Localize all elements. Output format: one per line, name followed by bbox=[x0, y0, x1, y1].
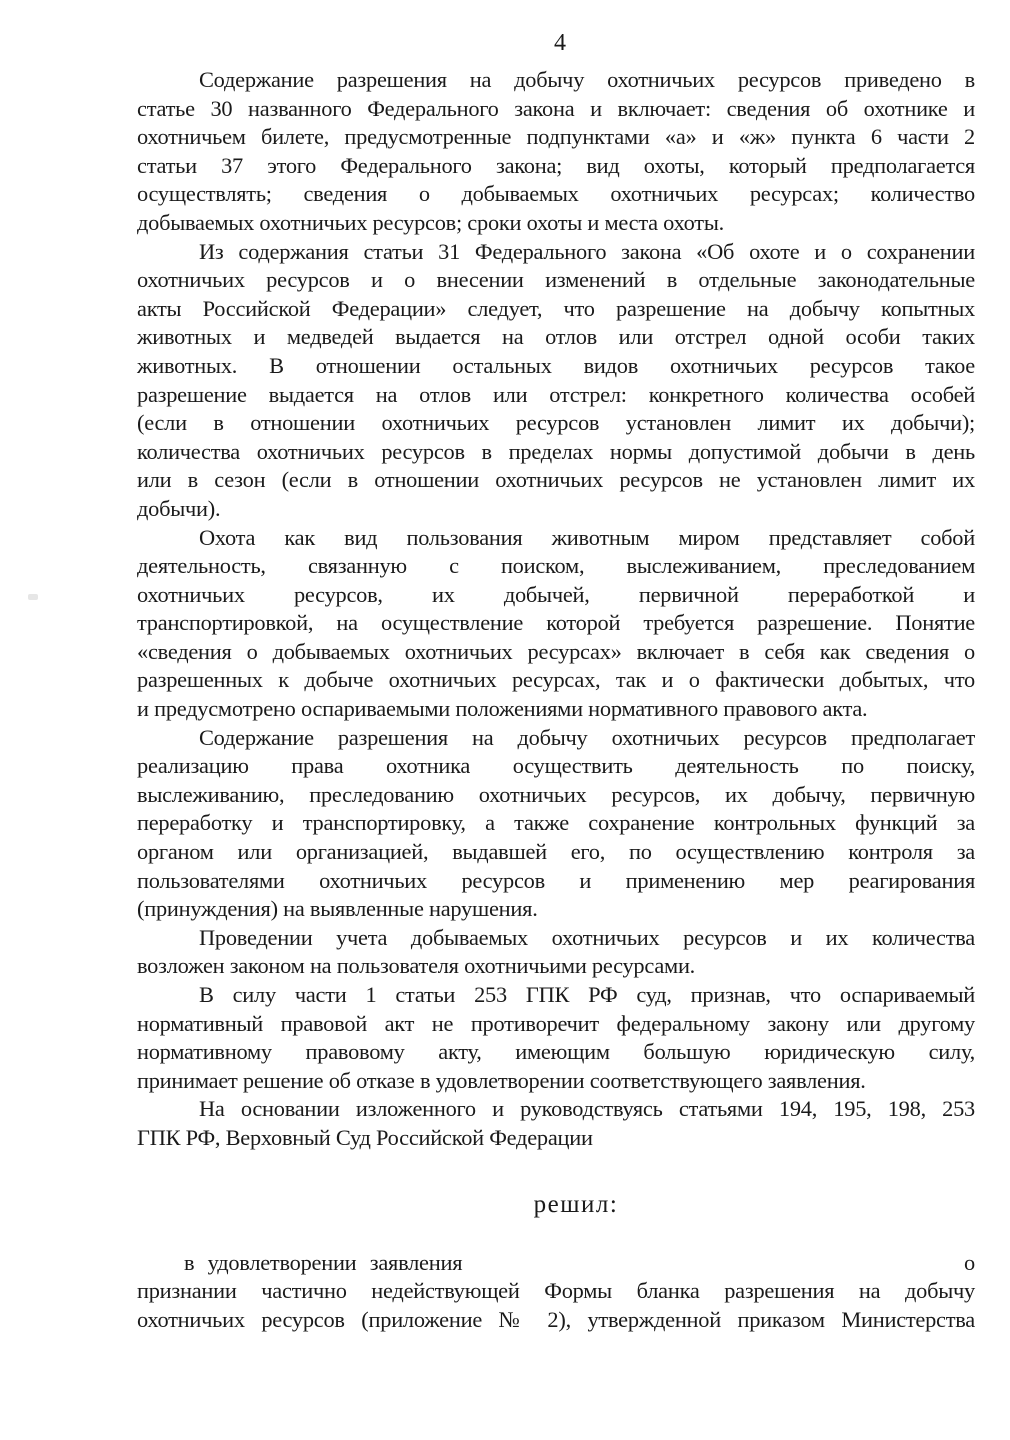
text-line: количества охотничьих ресурсов в пределах нормы допустимой добычи в день bbox=[137, 438, 975, 464]
text-line: реализацию права охотника осуществить деятельность по поиску, bbox=[137, 753, 975, 779]
text-line: добываемых охотничьих ресурсов; сроки охоты и места охоты. bbox=[137, 209, 724, 235]
paragraph bbox=[137, 724, 975, 924]
text-line: и предусмотрено оспариваемыми положениями нормативного правового акта. bbox=[137, 696, 868, 722]
text-line: осуществлять; сведения о добываемых охотничьих ресурсах; количество bbox=[137, 181, 975, 207]
text-line: охотничьих ресурсов, их добычей, первичной переработкой и bbox=[137, 581, 975, 607]
text-line: Содержание разрешения на добычу охотничьих ресурсов приведено в bbox=[199, 67, 975, 92]
text-line: (если в отношении охотничьих ресурсов установлен лимит их добычи); bbox=[137, 410, 975, 436]
text-line: разрешение выдается на отлов или отстрел: конкретного количества особей bbox=[137, 381, 975, 407]
text-line: переработку и транспортировку, а также сохранение контрольных функций за bbox=[137, 810, 975, 836]
text-line: Проведении учета добываемых охотничьих ресурсов и их количества bbox=[199, 924, 975, 950]
text-line: (принуждения) на выявленные нарушения. bbox=[137, 896, 538, 922]
text-line: В силу части 1 статьи 253 ГПК РФ суд, признав, что оспариваемый bbox=[199, 982, 975, 1007]
text-line: органом или организацией, выдавшей его, по осуществлению контроля за bbox=[137, 839, 975, 865]
text-line: «сведения о добываемых охотничьих ресурсах» включает в себя как сведения о bbox=[137, 638, 975, 664]
text-line: нормативному правовому акту, имеющим большую юридическую силу, bbox=[137, 1039, 975, 1065]
text-line: охотничьем билете, предусмотренные подпунктами «а» и «ж» пункта 6 части 2 bbox=[137, 124, 975, 150]
text-line: или в сезон (если в отношении охотничьих ресурсов не установлен лимит их bbox=[137, 467, 975, 493]
text-line: деятельность, связанную с поиском, выслеживанием, преследованием bbox=[137, 553, 975, 579]
text-line: пользователями охотничьих ресурсов и применению мер реагирования bbox=[137, 867, 975, 893]
decision-line: охотничьих ресурсов (приложение № 2), утвержденной приказом Министерства bbox=[137, 1306, 975, 1332]
text-line: животных и медведей выдается на отлов или отстрел одной особи таких bbox=[137, 324, 975, 350]
text-line: возложен законом на пользователя охотничьими ресурсами. bbox=[137, 953, 696, 979]
text-line: нормативный правовой акт не противоречит федеральному закону или другому bbox=[137, 1010, 975, 1036]
paragraph bbox=[137, 66, 975, 238]
paragraph bbox=[137, 1095, 975, 1152]
text-line: Охота как вид пользования животным миром представляет собой bbox=[199, 524, 975, 550]
decision-paragraph bbox=[137, 1249, 975, 1335]
text-line: статьи 37 этого Федерального закона; вид охоты, который предполагается bbox=[137, 152, 975, 178]
paragraph bbox=[137, 981, 975, 1095]
text-line: статье 30 названного Федерального закона и включает: сведения об охотнике и bbox=[137, 95, 975, 121]
document-body bbox=[137, 66, 975, 1334]
text-line: охотничьих ресурсов и о внесении изменений в отдельные законодательные bbox=[137, 267, 975, 293]
decision-line: признании частично недействующей Формы бланка разрешения на добычу bbox=[137, 1278, 975, 1304]
paragraph bbox=[137, 238, 975, 524]
text-line: добычи). bbox=[137, 495, 221, 521]
text-line: животных. В отношении остальных видов охотничьих ресурсов такое bbox=[137, 352, 975, 378]
scan-artifact bbox=[28, 594, 38, 600]
page-number: 4 bbox=[554, 30, 566, 56]
paragraphs bbox=[137, 66, 975, 1153]
decision-first-line-left: в удовлетворении заявления bbox=[184, 1249, 463, 1275]
text-line: На основании изложенного и руководствуясь статьями 194, 195, 198, 253 bbox=[199, 1096, 975, 1122]
text-line: Содержание разрешения на добычу охотничьих ресурсов предполагает bbox=[199, 724, 975, 750]
decision-heading: решил: bbox=[533, 1190, 619, 1218]
paragraph bbox=[137, 524, 975, 724]
text-line: ГПК РФ, Верховный Суд Российской Федерации bbox=[137, 1124, 593, 1150]
text-line: акты Российской Федерации» следует, что разрешение на добычу копытных bbox=[137, 295, 975, 321]
text-line: принимает решение об отказе в удовлетворении соответствующего заявления. bbox=[137, 1067, 866, 1093]
decision-first-line bbox=[137, 1249, 975, 1278]
text-line: транспортировкой, на осуществление которой требуется разрешение. Понятие bbox=[137, 610, 975, 636]
decision-first-line-right: о bbox=[964, 1249, 975, 1275]
text-line: Из содержания статьи 31 Федерального закона «Об охоте и о сохранении bbox=[199, 238, 975, 264]
paragraph bbox=[137, 924, 975, 981]
text-line: разрешенных к добыче охотничьих ресурсах, так и о фактически добытых, что bbox=[137, 667, 975, 693]
text-line: выслеживанию, преследованию охотничьих ресурсов, их добычу, первичную bbox=[137, 781, 975, 807]
